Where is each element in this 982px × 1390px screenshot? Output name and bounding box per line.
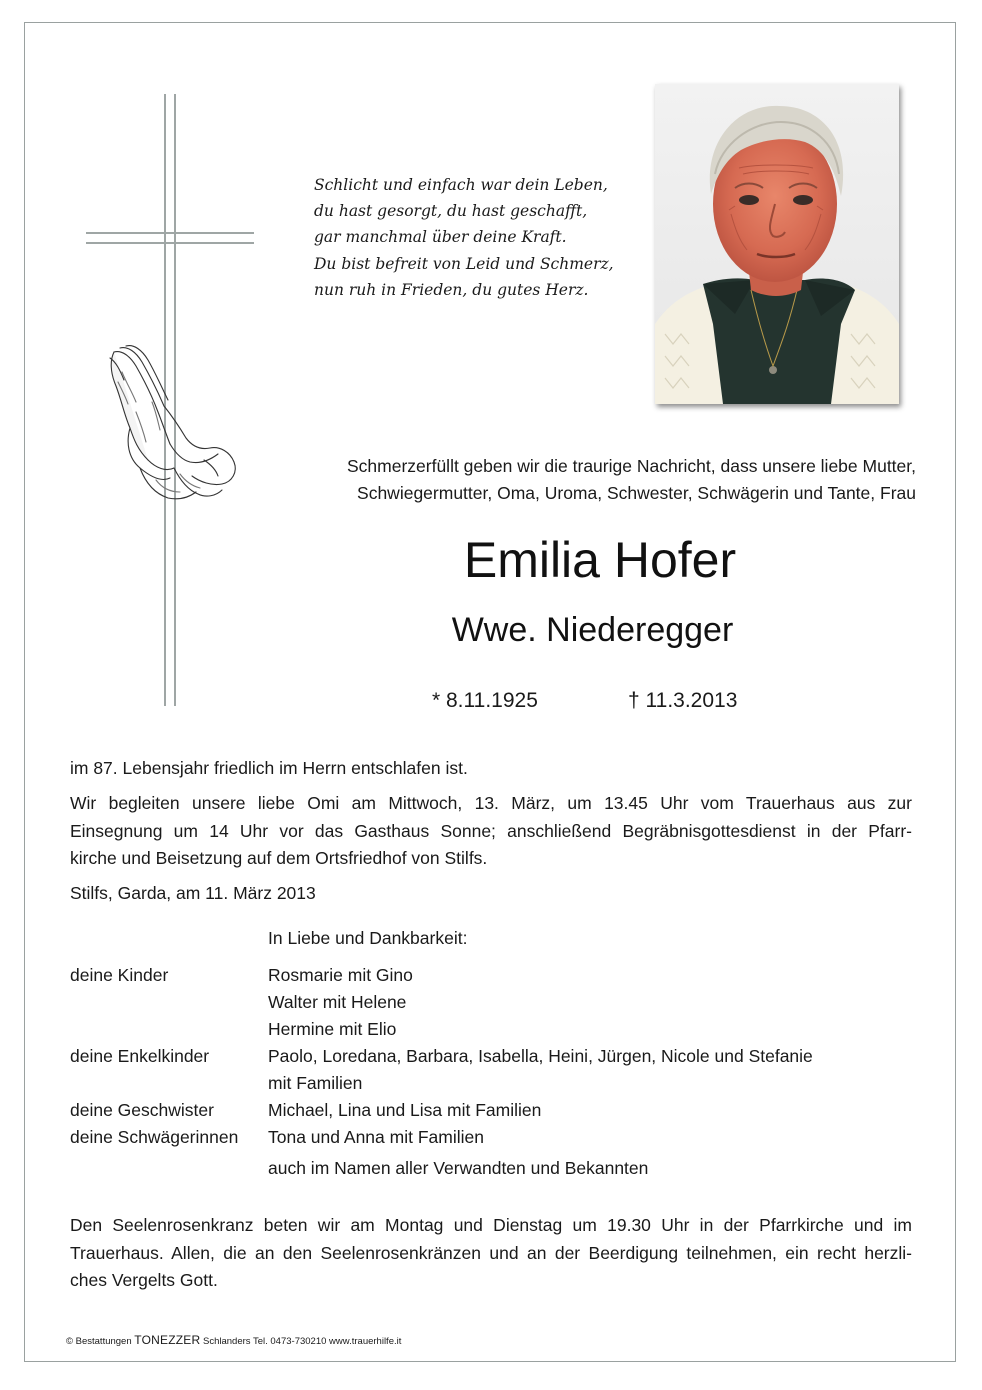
place-date <box>70 880 316 907</box>
mourner-name: mit Familien <box>268 1073 363 1093</box>
mourner-group <box>70 1043 930 1097</box>
poem-line: gar manchmal über deine Kraft. <box>314 228 567 247</box>
footer <box>66 1334 401 1348</box>
relatives-line: auch im Namen aller Verwandten und Bekannten <box>268 1158 649 1178</box>
footer-suffix: Schlanders Tel. 0473-730210 www.trauerhilfe.it <box>200 1336 402 1347</box>
poem-line: du hast gesorgt, du hast geschafft, <box>314 202 588 221</box>
widow-name: Wwe. Niederegger <box>451 611 734 649</box>
mourner-relation: deine Enkelkinder <box>70 1046 210 1066</box>
mourner-name: Paolo, Loredana, Barbara, Isabella, Heini, Jürgen, Nicole und Stefanie <box>268 1046 813 1066</box>
portrait-photo <box>655 84 899 404</box>
mourner-name: Hermine mit Elio <box>268 1019 397 1039</box>
mourner-name: Rosmarie mit Gino <box>268 965 413 985</box>
mourner-relation: deine Schwägerinnen <box>70 1127 239 1147</box>
funeral-line: Wir begleiten unsere liebe Omi am Mittwoch, 13. März, um 13.45 Uhr vom Trauerhaus aus zur <box>70 793 912 813</box>
rosary-line: Den Seelenrosenkranz beten wir am Montag und Dienstag um 19.30 Uhr in der Pfarrkirche und im <box>70 1215 912 1235</box>
funeral-paragraph <box>70 790 912 873</box>
poem <box>314 172 644 303</box>
intro-line: Schmerzerfüllt geben wir die traurige Nachricht, dass unsere liebe Mutter, <box>346 456 916 476</box>
poem-line: Schlicht und einfach war dein Leben, <box>314 176 608 194</box>
funeral-line: Einsegnung um 14 Uhr vor das Gasthaus Sonne; anschließend Begräbnisgottesdienst in der Pfarr- <box>70 820 912 841</box>
rosary-paragraph <box>70 1212 912 1295</box>
death-date: † 11.3.2013 <box>628 689 738 712</box>
mourners-list <box>70 962 930 1182</box>
intro-text <box>276 453 916 507</box>
footer-brand: TONEZZER <box>134 1333 201 1347</box>
mourner-group <box>70 962 930 1043</box>
mourner-relation: deine Kinder <box>70 965 169 985</box>
footer-prefix: © Bestattungen <box>66 1336 135 1347</box>
poem-line: Du bist befreit von Leid und Schmerz, <box>314 254 614 273</box>
age-line-text: im 87. Lebensjahr friedlich im Herrn entschlafen ist. <box>70 758 468 778</box>
rosary-line: ches Vergelts Gott. <box>70 1270 218 1290</box>
mourner-relation: deine Geschwister <box>70 1100 214 1120</box>
rosary-line: Trauerhaus. Allen, die an den Seelenrosenkränzen und an der Beerdigung teilnehmen, ein recht herzli- <box>70 1242 912 1263</box>
funeral-line: kirche und Beisetzung auf dem Ortsfriedhof von Stilfs. <box>70 848 488 868</box>
mourner-group <box>70 1097 930 1124</box>
mourner-name: Tona und Anna mit Familien <box>268 1127 484 1147</box>
poem-line: nun ruh in Frieden, du gutes Herz. <box>314 280 589 299</box>
mourner-name: Michael, Lina und Lisa mit Familien <box>268 1100 542 1120</box>
age-line <box>70 755 468 782</box>
intro-line: Schwiegermutter, Oma, Uroma, Schwester, Schwägerin und Tante, Frau <box>357 483 916 503</box>
deceased-name: Emilia Hofer <box>463 532 737 588</box>
relatives-row <box>70 1155 930 1182</box>
place-date-text: Stilfs, Garda, am 11. März 2013 <box>70 883 316 903</box>
birth-date: * 8.11.1925 <box>432 689 538 712</box>
mourner-group <box>70 1124 930 1151</box>
praying-hands-icon <box>100 342 240 502</box>
mourner-name: Walter mit Helene <box>268 992 407 1012</box>
gratitude-text: In Liebe und Dankbarkeit: <box>268 928 468 948</box>
gratitude <box>268 925 467 952</box>
